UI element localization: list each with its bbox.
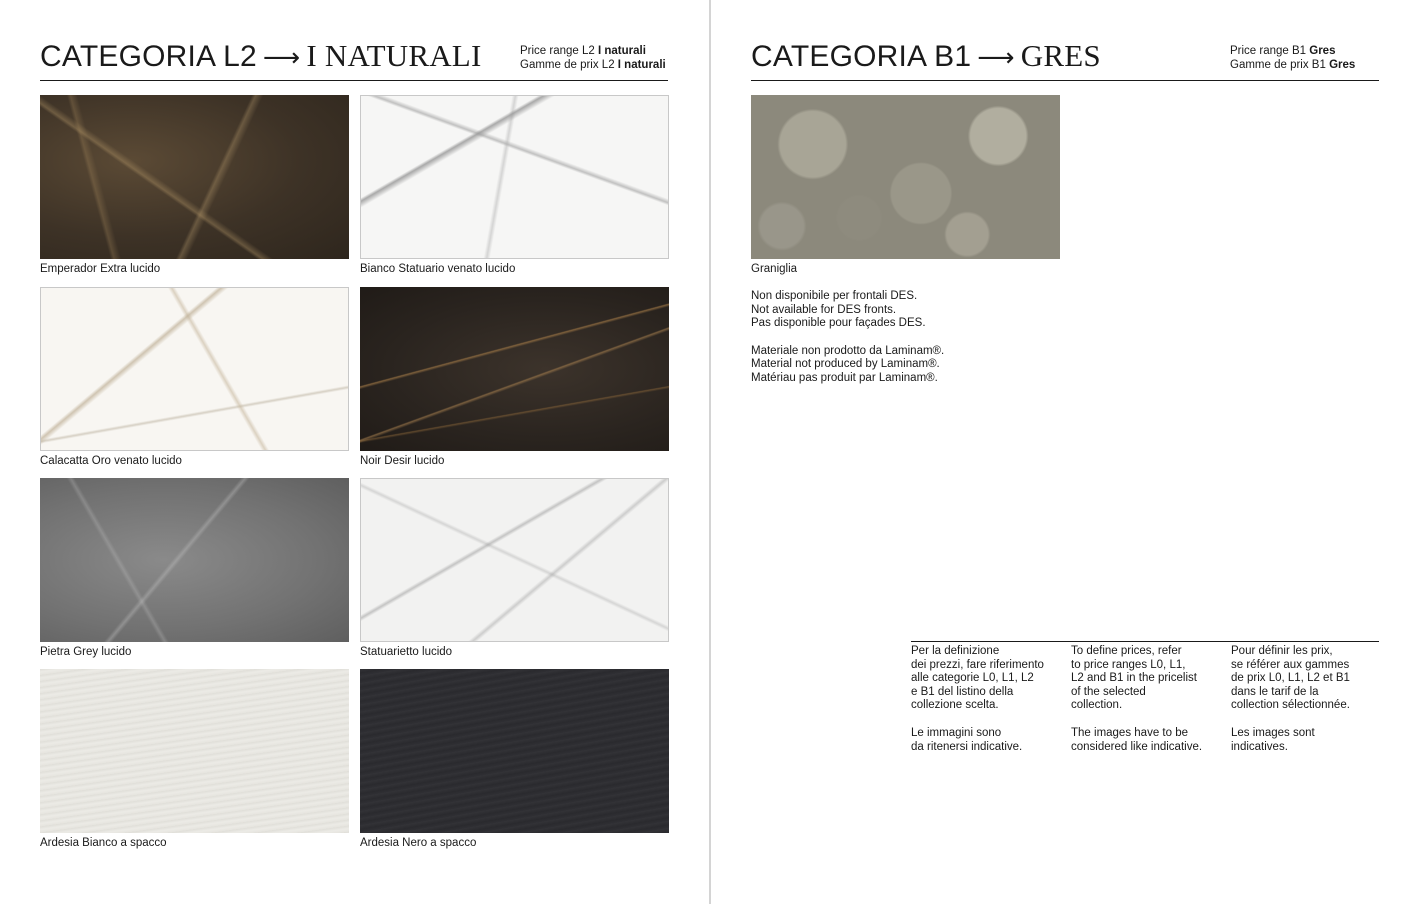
price-range-fr: Gamme de prix B1 Gres [1230, 59, 1356, 71]
title-main: CATEGORIA L2 [40, 40, 257, 73]
footer-col-english: To define prices, refer to price ranges L0, L1, L2 and B1 in the pricelist of the selected collection. The images have to be considered like indicative. [1071, 645, 1203, 753]
title-rule [40, 80, 668, 81]
swatch-caption: Noir Desir lucido [360, 455, 445, 467]
title-rule [751, 80, 1379, 81]
swatch-graniglia [751, 95, 1060, 259]
swatch-caption: Calacatta Oro venato lucido [40, 455, 182, 467]
footer-col-italian: Per la definizione dei prezzi, fare riferimento alle categorie L0, L1, L2 e B1 del listino della collezione scelta. Le immagini sono da ritenersi indicative. [911, 645, 1044, 753]
title-arrow: ⟶ [262, 43, 301, 73]
swatch-statuarietto [360, 478, 669, 642]
left-page [0, 0, 709, 904]
swatch-emperador [40, 95, 349, 259]
title-main: CATEGORIA B1 [751, 40, 972, 73]
page-title-b1 [751, 38, 1101, 74]
swatch-calacatta-oro [40, 287, 349, 451]
price-range-en: Price range L2 I naturali [520, 45, 646, 57]
swatch-caption: Graniglia [751, 263, 798, 275]
price-range-b1 [1230, 44, 1355, 72]
page-title-l2 [40, 38, 481, 74]
swatch-ardesia-nero [360, 669, 669, 833]
note-laminam: Materiale non prodotto da Laminam®. Material not produced by Laminam®. Matériau pas produit par Laminam®. [751, 344, 945, 384]
price-range-fr: Gamme de prix L2 I naturali [520, 59, 666, 71]
swatch-caption: Emperador Extra lucido [40, 263, 161, 275]
swatch-caption: Bianco Statuario venato lucido [360, 263, 516, 275]
swatch-ardesia-bianco [40, 669, 349, 833]
footer-col-french: Pour définir les prix, se référer aux gammes de prix L0, L1, L2 et B1 dans le tarif de la collection sélectionnée. Les images sont indicatives. [1231, 645, 1350, 753]
note-des-fronts: Non disponibile per frontali DES. Not available for DES fronts. Pas disponible pour façades DES. [751, 290, 926, 330]
price-range-l2 [520, 44, 666, 72]
title-accent: GRES [1020, 38, 1101, 73]
swatch-caption: Ardesia Nero a spacco [360, 837, 477, 849]
title-arrow: ⟶ [977, 43, 1015, 73]
swatch-caption: Statuarietto lucido [360, 646, 453, 658]
title-accent: I NATURALI [306, 38, 482, 73]
price-range-en: Price range B1 Gres [1230, 45, 1336, 57]
right-page [711, 0, 1420, 904]
swatch-noir-desir [360, 287, 669, 451]
availability-notes [751, 290, 944, 400]
swatch-bianco-statuario [360, 95, 669, 259]
footer-rule [911, 641, 1379, 642]
swatch-caption: Pietra Grey lucido [40, 646, 132, 658]
swatch-caption: Ardesia Bianco a spacco [40, 837, 167, 849]
swatch-pietra-grey [40, 478, 349, 642]
